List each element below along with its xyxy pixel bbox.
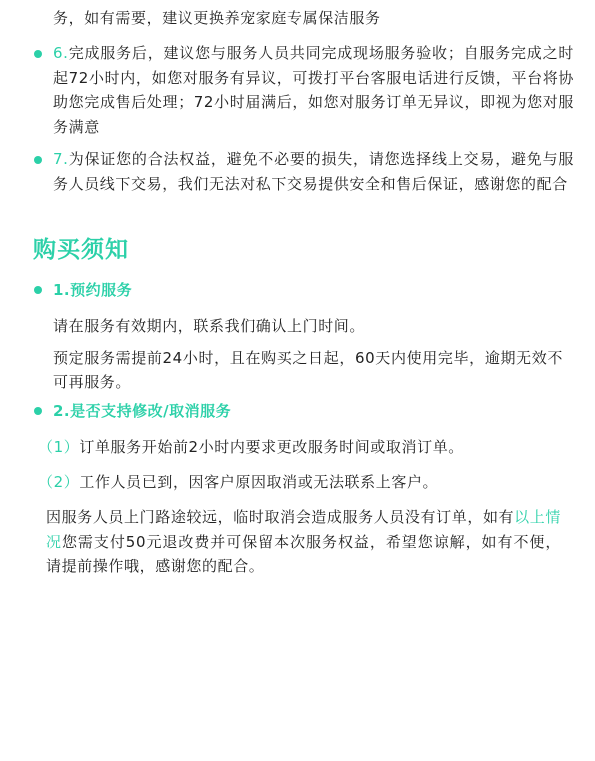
- closing-text-pre: 因服务人员上门路途较远，临时取消会造成服务人员没有订单，如有: [46, 508, 515, 526]
- closing-text-highlight: 以上情况: [46, 508, 561, 551]
- modify-case-1: [38, 435, 558, 459]
- modify-closing-note: [46, 505, 561, 579]
- bullet-dot-icon: [34, 156, 42, 164]
- modify-heading: [34, 400, 231, 422]
- notice-item-7-number: 7.: [53, 150, 69, 168]
- bullet-dot-icon: [34, 50, 42, 58]
- booking-para-1: 请在服务有效期内，联系我们确认上门时间。: [53, 317, 366, 335]
- notice-item-7: [34, 147, 574, 196]
- booking-para-2: 预定服务需提前24小时，且在购买之日起，60天内使用完毕，逾期无效不可再服务。: [53, 349, 563, 391]
- modify-case-2-number: （2）: [38, 473, 80, 491]
- notice-item-7-body: 为保证您的合法权益，避免不必要的损失，请您选择线上交易，避免与服务人员线下交易，我们无法对私下交易提供安全和售后保证，感谢您的配合: [53, 150, 574, 193]
- closing-text-post: 您需支付50元退改费并可保留本次服务权益，希望您谅解，如有不便，请提前操作哦，感谢您的配合。: [46, 532, 561, 575]
- purchase-notice-title: 购买须知: [33, 237, 129, 263]
- notice-item-5-tail: 务，如有需要，建议更换养宠家庭专属保洁服务: [53, 9, 381, 27]
- modify-heading-label: 2.是否支持修改/取消服务: [53, 402, 232, 420]
- notice-item-5-text: [53, 6, 574, 31]
- modify-case-2: [38, 470, 558, 494]
- booking-heading: [34, 279, 132, 301]
- notice-item-5: [34, 0, 574, 31]
- notice-item-6-text: [53, 41, 574, 139]
- notice-item-6-body: 完成服务后，建议您与服务人员共同完成现场服务验收；自服务完成之时起72小时内，如您对服务有异议，可拨打平台客服电话进行反馈，平台将协助您完成售后处理；72小时届满后，如您对服务订单无异议，即视为您对服务满意: [53, 44, 574, 136]
- booking-heading-label: 1.预约服务: [53, 281, 133, 299]
- notice-item-6-number: 6.: [53, 44, 69, 62]
- bullet-dot-icon: [34, 286, 42, 294]
- modify-case-1-number: （1）: [38, 438, 80, 456]
- notice-item-6: [34, 41, 574, 139]
- modify-case-2-text: 工作人员已到，因客户原因取消或无法联系上客户。: [79, 473, 439, 491]
- modify-case-1-text: 订单服务开始前2小时内要求更改服务时间或取消订单。: [79, 438, 464, 456]
- bullet-dot-icon: [34, 407, 42, 415]
- notice-item-7-text: [53, 147, 574, 196]
